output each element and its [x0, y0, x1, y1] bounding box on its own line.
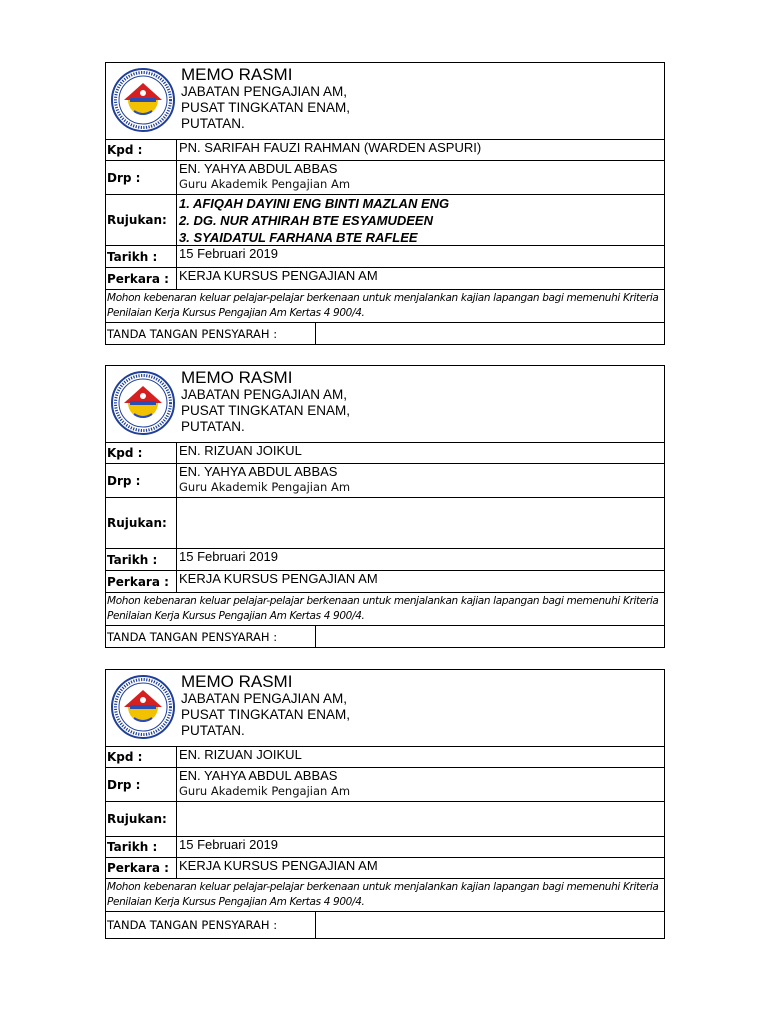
- signature-box[interactable]: [316, 912, 664, 938]
- tarikh-label: Tarikh :: [106, 837, 177, 857]
- rujukan-item: 2. DG. NUR ATHIRAH BTE ESYAMUDEEN: [179, 213, 433, 228]
- perkara-value: KERJA KURSUS PENGAJIAN AM: [179, 571, 378, 586]
- drp-value: [177, 161, 664, 194]
- tarikh-row: [106, 549, 664, 571]
- signature-box[interactable]: [316, 626, 664, 647]
- tarikh-label: Tarikh :: [106, 549, 177, 570]
- drp-row: [106, 161, 664, 195]
- kpd-row: [106, 140, 664, 161]
- kpd-label: Kpd :: [106, 747, 177, 767]
- department-line: PUSAT TINGKATAN ENAM,: [181, 403, 351, 418]
- perkara-label: Perkara :: [106, 571, 177, 592]
- rujukan-list[interactable]: [177, 498, 664, 548]
- department-address: [181, 84, 350, 132]
- department-line: JABATAN PENGAJIAN AM,: [181, 84, 348, 99]
- rujukan-row: [106, 498, 664, 549]
- signature-label: TANDA TANGAN PENSYARAH :: [106, 626, 316, 647]
- perkara-value: KERJA KURSUS PENGAJIAN AM: [179, 268, 378, 283]
- drp-label: Drp :: [106, 768, 177, 801]
- drp-label: Drp :: [106, 464, 177, 497]
- tarikh-value: 15 Februari 2019: [179, 246, 279, 261]
- drp-role: Guru Akademik Pengajian Am: [179, 177, 351, 191]
- kpd-value: PN. SARIFAH FAUZI RAHMAN (WARDEN ASPURI): [179, 140, 482, 155]
- note-row: [106, 290, 664, 323]
- rujukan-list[interactable]: [177, 802, 664, 836]
- kpd-label: Kpd :: [106, 443, 177, 463]
- department-line: JABATAN PENGAJIAN AM,: [181, 691, 348, 706]
- department-line: PUSAT TINGKATAN ENAM,: [181, 100, 351, 115]
- rujukan-row: [106, 195, 664, 246]
- school-logo-icon: [110, 674, 176, 740]
- tarikh-value: 15 Februari 2019: [179, 549, 279, 564]
- drp-value: [177, 768, 664, 801]
- perkara-row: [106, 571, 664, 593]
- signature-row: [106, 323, 664, 344]
- tarikh-row: [106, 837, 664, 858]
- signature-label: TANDA TANGAN PENSYARAH :: [106, 323, 316, 344]
- perkara-row: [106, 268, 664, 290]
- note-row: [106, 593, 664, 626]
- drp-row: [106, 768, 664, 802]
- perkara-label: Perkara :: [106, 268, 177, 289]
- drp-role: Guru Akademik Pengajian Am: [179, 480, 351, 494]
- memo-header: [106, 366, 664, 443]
- request-note: Mohon kebenaran keluar pelajar-pelajar berkenaan untuk menjalankan kajian lapangan bagi memenuhi Kriteria Penilaian Kerja Kursus Pengajian Am Kertas 4 900/4.: [107, 595, 659, 622]
- kpd-row: [106, 443, 664, 464]
- note-row: [106, 879, 664, 912]
- department-line: PUSAT TINGKATAN ENAM,: [181, 707, 351, 722]
- memo-header: [106, 670, 664, 747]
- kpd-label: Kpd :: [106, 140, 177, 160]
- rujukan-item: 3. SYAIDATUL FARHANA BTE RAFLEE: [179, 230, 418, 245]
- memo-title: MEMO RASMI: [181, 65, 293, 84]
- rujukan-item: 1. AFIQAH DAYINI ENG BINTI MAZLAN ENG: [179, 196, 450, 211]
- memo-title: MEMO RASMI: [181, 368, 293, 387]
- memo-card-3: [105, 669, 665, 939]
- drp-name: EN. YAHYA ABDUL ABBAS: [179, 464, 338, 479]
- drp-row: [106, 464, 664, 498]
- kpd-row: [106, 747, 664, 768]
- department-address: [181, 691, 350, 739]
- drp-value: [177, 464, 664, 497]
- memo-card-1: [105, 62, 665, 345]
- drp-label: Drp :: [106, 161, 177, 194]
- department-line: JABATAN PENGAJIAN AM,: [181, 387, 348, 402]
- department-line: PUTATAN.: [181, 723, 245, 738]
- drp-name: EN. YAHYA ABDUL ABBAS: [179, 161, 338, 176]
- rujukan-label: Rujukan:: [106, 195, 177, 245]
- drp-role: Guru Akademik Pengajian Am: [179, 784, 351, 798]
- rujukan-label: Rujukan:: [106, 802, 177, 836]
- school-logo-icon: [110, 67, 176, 133]
- signature-row: [106, 626, 664, 647]
- memo-card-2: [105, 365, 665, 648]
- department-line: PUTATAN.: [181, 419, 245, 434]
- school-logo-icon: [110, 370, 176, 436]
- kpd-value: EN. RIZUAN JOIKUL: [179, 747, 302, 762]
- rujukan-row: [106, 802, 664, 837]
- tarikh-value: 15 Februari 2019: [179, 837, 279, 852]
- memo-header: [106, 63, 664, 140]
- perkara-value: KERJA KURSUS PENGAJIAN AM: [179, 858, 378, 873]
- department-address: [181, 387, 350, 435]
- perkara-label: Perkara :: [106, 858, 177, 878]
- request-note: Mohon kebenaran keluar pelajar-pelajar berkenaan untuk menjalankan kajian lapangan bagi memenuhi Kriteria Penilaian Kerja Kursus Pengajian Am Kertas 4 900/4.: [107, 881, 659, 908]
- signature-row: [106, 912, 664, 938]
- rujukan-list: [177, 195, 664, 245]
- department-line: PUTATAN.: [181, 116, 245, 131]
- tarikh-label: Tarikh :: [106, 246, 177, 267]
- request-note: Mohon kebenaran keluar pelajar-pelajar berkenaan untuk menjalankan kajian lapangan bagi memenuhi Kriteria Penilaian Kerja Kursus Pengajian Am Kertas 4 900/4.: [107, 292, 659, 319]
- signature-box[interactable]: [316, 323, 664, 344]
- kpd-value: EN. RIZUAN JOIKUL: [179, 443, 302, 458]
- rujukan-label: Rujukan:: [106, 498, 177, 548]
- memo-title: MEMO RASMI: [181, 672, 293, 691]
- signature-label: TANDA TANGAN PENSYARAH :: [106, 912, 316, 938]
- perkara-row: [106, 858, 664, 879]
- tarikh-row: [106, 246, 664, 268]
- drp-name: EN. YAHYA ABDUL ABBAS: [179, 768, 338, 783]
